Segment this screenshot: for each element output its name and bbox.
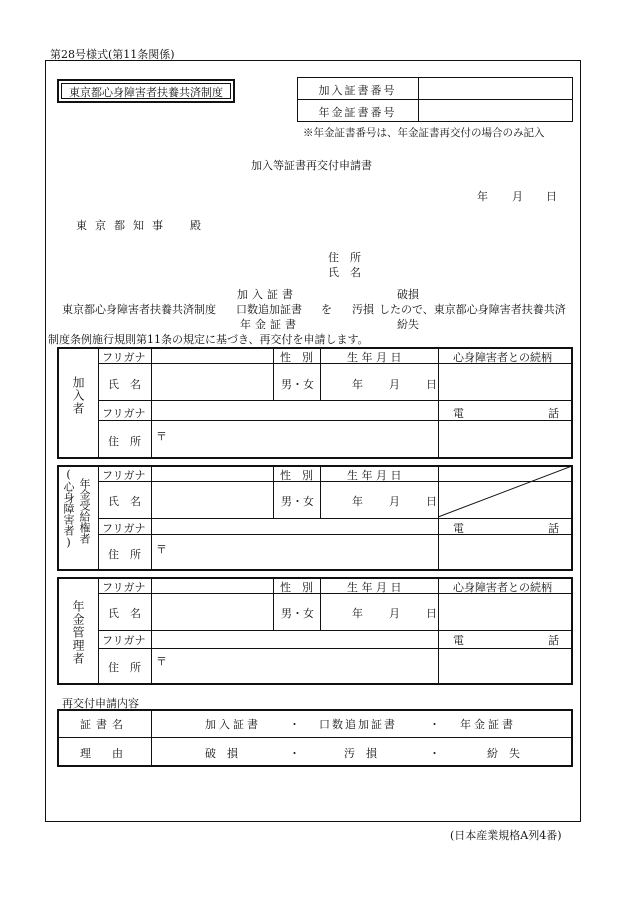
manager-furigana-label: フリガナ	[102, 581, 146, 594]
reissue-reason-lost[interactable]: 紛 失	[487, 747, 520, 760]
enrollee-furigana-label: フリガナ	[102, 351, 146, 364]
manager-phone-label2: 話	[548, 634, 559, 647]
enrollee-relation-label: 心身障害者との続柄	[453, 351, 552, 364]
relation-not-applicable-slash	[438, 466, 572, 518]
recipient-furigana-label: フリガナ	[102, 469, 146, 482]
manager-birth-day: 日	[426, 607, 437, 620]
reissue-cert-label: 証書名	[80, 718, 128, 731]
recipient-sex-label: 性 別	[280, 469, 313, 482]
reissue-opt-units[interactable]: 口数追加証書	[319, 718, 397, 731]
reissue-dot-2: ・	[429, 718, 440, 731]
enrollee-birth-label: 生 年 月 日	[347, 351, 402, 364]
manager-name-label: 氏 名	[108, 607, 141, 620]
reissue-opt-enroll[interactable]: 加入証書	[205, 718, 261, 731]
body-line2: 制度条例施行規則第11条の規定に基づき、再交付を申請します。	[48, 333, 369, 346]
option-lost: 紛失	[397, 318, 419, 331]
recipient-birth-month: 月	[389, 495, 400, 508]
enrollee-address-label: 住 所	[108, 435, 141, 448]
enrollee-phone-label2: 話	[548, 407, 559, 420]
manager-sex-label: 性 別	[280, 581, 313, 594]
reissue-opt-pension[interactable]: 年金証書	[460, 718, 516, 731]
section-enrollee-label: 加入者	[71, 376, 85, 415]
addressee: 東京都知事 殿	[76, 219, 209, 232]
recipient-phone-label2: 話	[548, 522, 559, 535]
enrollee-sex-label: 性 別	[280, 351, 313, 364]
manager-postal-mark: 〒	[156, 655, 167, 668]
option-soil: 汚損	[352, 303, 374, 316]
date-month: 月	[512, 190, 523, 203]
enrollee-furigana2-label: フリガナ	[102, 407, 146, 420]
section-manager-label: 年金管理者	[71, 600, 85, 665]
enrollee-birth-year: 年	[352, 378, 363, 391]
option-pension-cert: 年金証書	[240, 318, 300, 331]
enrollee-birth-day: 日	[426, 378, 437, 391]
manager-birth-year: 年	[352, 607, 363, 620]
manager-relation-label: 心身障害者との続柄	[453, 581, 552, 594]
reissue-reason-soil[interactable]: 汚 損	[344, 747, 377, 760]
manager-phone-label: 電	[453, 634, 464, 647]
applicant-name-label: 氏 名	[328, 266, 361, 279]
manager-birth-month: 月	[389, 607, 400, 620]
enrollee-name-label: 氏 名	[108, 378, 141, 391]
recipient-birth-day: 日	[426, 495, 437, 508]
manager-furigana2-label: フリガナ	[102, 634, 146, 647]
manager-birth-label: 生 年 月 日	[347, 581, 402, 594]
body-particle: を	[321, 303, 332, 316]
recipient-furigana2-label: フリガナ	[102, 522, 146, 535]
section-recipient-label: 年金受給権者	[78, 478, 91, 544]
option-damage: 破損	[397, 288, 419, 301]
recipient-sex-value[interactable]: 男・女	[281, 495, 314, 508]
enrollee-sex-value[interactable]: 男・女	[281, 378, 314, 391]
paper-size-note: (日本産業規格A列4番)	[450, 829, 562, 842]
date-day: 日	[546, 190, 557, 203]
enrollee-phone-label: 電	[453, 407, 464, 420]
option-enroll-cert: 加入証書	[237, 288, 297, 301]
reissue-dot-4: ・	[429, 747, 440, 760]
pension-no-label: 年金証書番号	[318, 106, 397, 119]
recipient-address-label: 住 所	[108, 548, 141, 561]
date-year: 年	[477, 190, 488, 203]
recipient-birth-label: 生 年 月 日	[347, 469, 402, 482]
reissue-reason-label: 理 由	[80, 747, 128, 760]
body-suffix: したので、東京都心身障害者扶養共済	[379, 303, 566, 316]
enrollee-postal-mark: 〒	[156, 430, 167, 443]
form-number: 第28号様式(第11条関係)	[50, 48, 175, 61]
enroll-no-label: 加入証書番号	[318, 84, 397, 97]
system-name: 東京都心身障害者扶養共済制度	[69, 86, 223, 99]
recipient-phone-label: 電	[453, 522, 464, 535]
reissue-heading: 再交付申請内容	[62, 697, 139, 710]
section-recipient-sublabel: (心身障害者)	[62, 468, 75, 549]
reissue-dot-1: ・	[289, 718, 300, 731]
option-units-cert: 口数追加証書	[236, 303, 302, 316]
body-prefix: 東京都心身障害者扶養共済制度	[62, 303, 216, 316]
enrollee-birth-month: 月	[389, 378, 400, 391]
recipient-name-label: 氏 名	[108, 495, 141, 508]
manager-address-label: 住 所	[108, 661, 141, 674]
reissue-reason-damage[interactable]: 破 損	[205, 747, 238, 760]
recipient-postal-mark: 〒	[156, 543, 167, 556]
manager-sex-value[interactable]: 男・女	[281, 607, 314, 620]
form-title: 加入等証書再交付申請書	[251, 159, 372, 172]
recipient-birth-year: 年	[352, 495, 363, 508]
applicant-address-label: 住 所	[328, 251, 361, 264]
reissue-dot-3: ・	[289, 747, 300, 760]
pension-no-note: ※年金証書番号は、年金証書再交付の場合のみ記入	[303, 127, 545, 139]
